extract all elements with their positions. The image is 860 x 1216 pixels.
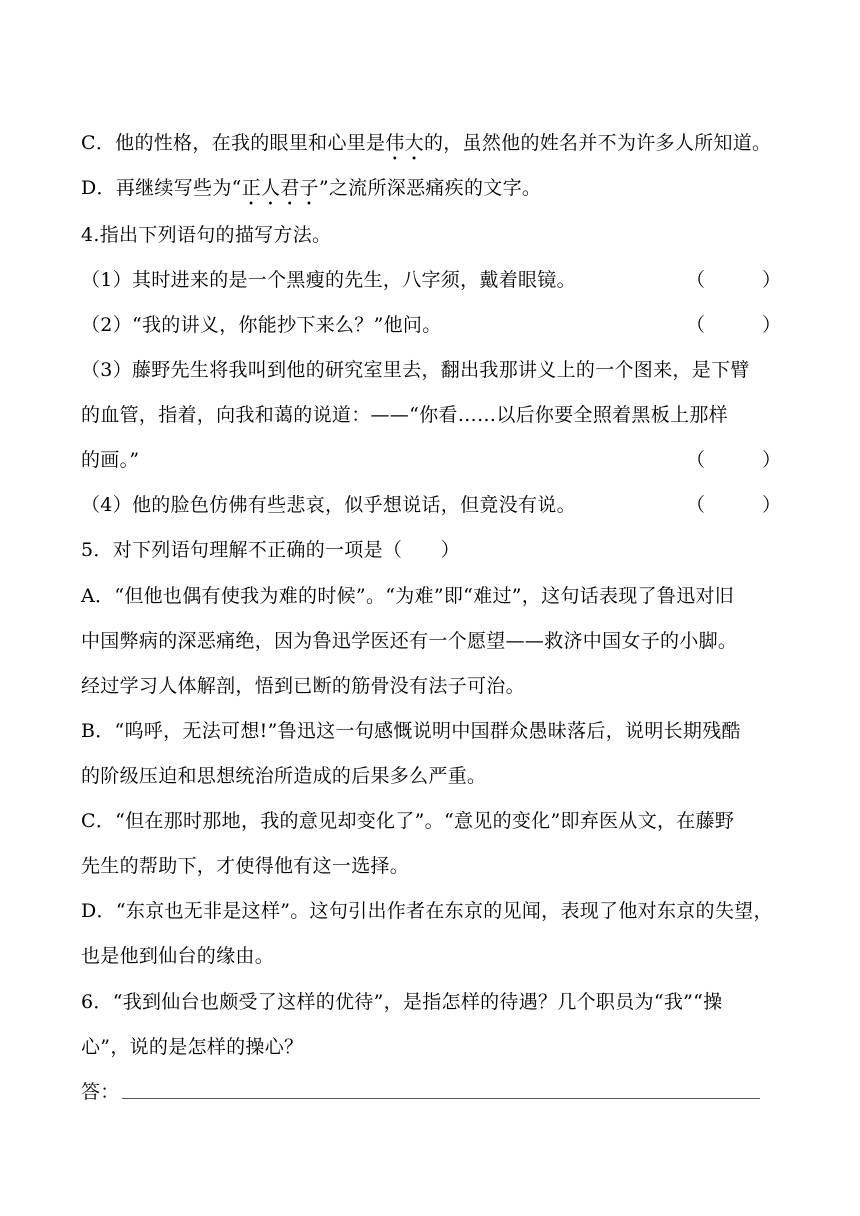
answer-parentheses: （ ）	[686, 494, 782, 516]
q4-item-1: （1）其时进来的是一个黑瘦的先生，八字须，戴着眼镜。	[81, 269, 576, 291]
text-segment: C．他的性格，在我的眼里和心里是	[81, 132, 386, 154]
question-6-line-1: 6．“我到仙台也颇受了这样的优待”，是指怎样的待遇？几个职员为“我”“操	[81, 991, 723, 1013]
text-segment: D．再继续写些为“	[81, 177, 242, 199]
option-a-line-3: 经过学习人体解剖，悟到已断的筋骨没有法子可治。	[81, 675, 525, 697]
option-a-line-1: A．“但他也偶有使我为难的时候”。“为难”即“难过”，这句话表现了鲁迅对旧	[81, 585, 735, 607]
answer-parentheses: （ ）	[686, 314, 782, 336]
option-b-line-2: 的阶级压迫和思想统治所造成的后果多么严重。	[81, 765, 487, 787]
option-c-line-1: C．“但在那时那地，我的意见却变化了”。“意见的变化”即弃医从文，在藤野	[81, 810, 735, 832]
answer-parentheses: （ ）	[686, 449, 782, 471]
question-4-title: 4.指出下列语句的描写方法。	[81, 224, 332, 246]
answer-parentheses: （ ）	[686, 269, 782, 291]
q4-item-2: （2）“我的讲义，你能抄下来么？”他问。	[81, 314, 442, 336]
answer-label: 答：	[81, 1081, 120, 1103]
option-d-line-1: D．“东京也无非是这样”。这句引出作者在东京的见闻，表现了他对东京的失望，	[81, 900, 773, 922]
text-segment: ”之流所深恶痛疾的文字。	[318, 177, 542, 199]
option-c-line-2: 先生的帮助下，才使得他有这一选择。	[81, 855, 410, 877]
option-d-line	[81, 174, 541, 210]
option-c-line	[81, 129, 771, 165]
option-a-line-2: 中国弊病的深恶痛绝，因为鲁迅学医还有一个愿望——救济中国女子的小脚。	[81, 630, 738, 652]
question-5-title: 5．对下列语句理解不正确的一项是（ ）	[81, 539, 461, 561]
q4-item-3-line-1: （3）藤野先生将我叫到他的研究室里去，翻出我那讲义上的一个图来，是下臂	[81, 359, 750, 381]
q4-item-4: （4）他的脸色仿佛有些悲哀，似乎想说话，但竟没有说。	[81, 494, 576, 516]
text-segment: 的，虽然他的姓名并不为许多人所知道。	[423, 132, 772, 154]
answer-underline	[122, 1098, 760, 1099]
question-6-line-2: 心”，说的是怎样的操心？	[81, 1036, 304, 1058]
q4-item-3-line-3: 的画。”	[81, 449, 140, 471]
q4-item-3-line-2: 的血管，指着，向我和蔼的说道：——“你看……以后你要全照着黑板上那样	[81, 404, 728, 426]
option-b-line-1: B．“呜呼，无法可想!”鲁迅这一句感慨说明中国群众愚昧落后，说明长期残酷	[81, 720, 741, 742]
dotted-emphasis-word: 伟大	[385, 132, 424, 154]
option-d-line-2: 也是他到仙台的缘由。	[81, 945, 275, 967]
dotted-emphasis-word: 正人君子	[241, 177, 319, 199]
